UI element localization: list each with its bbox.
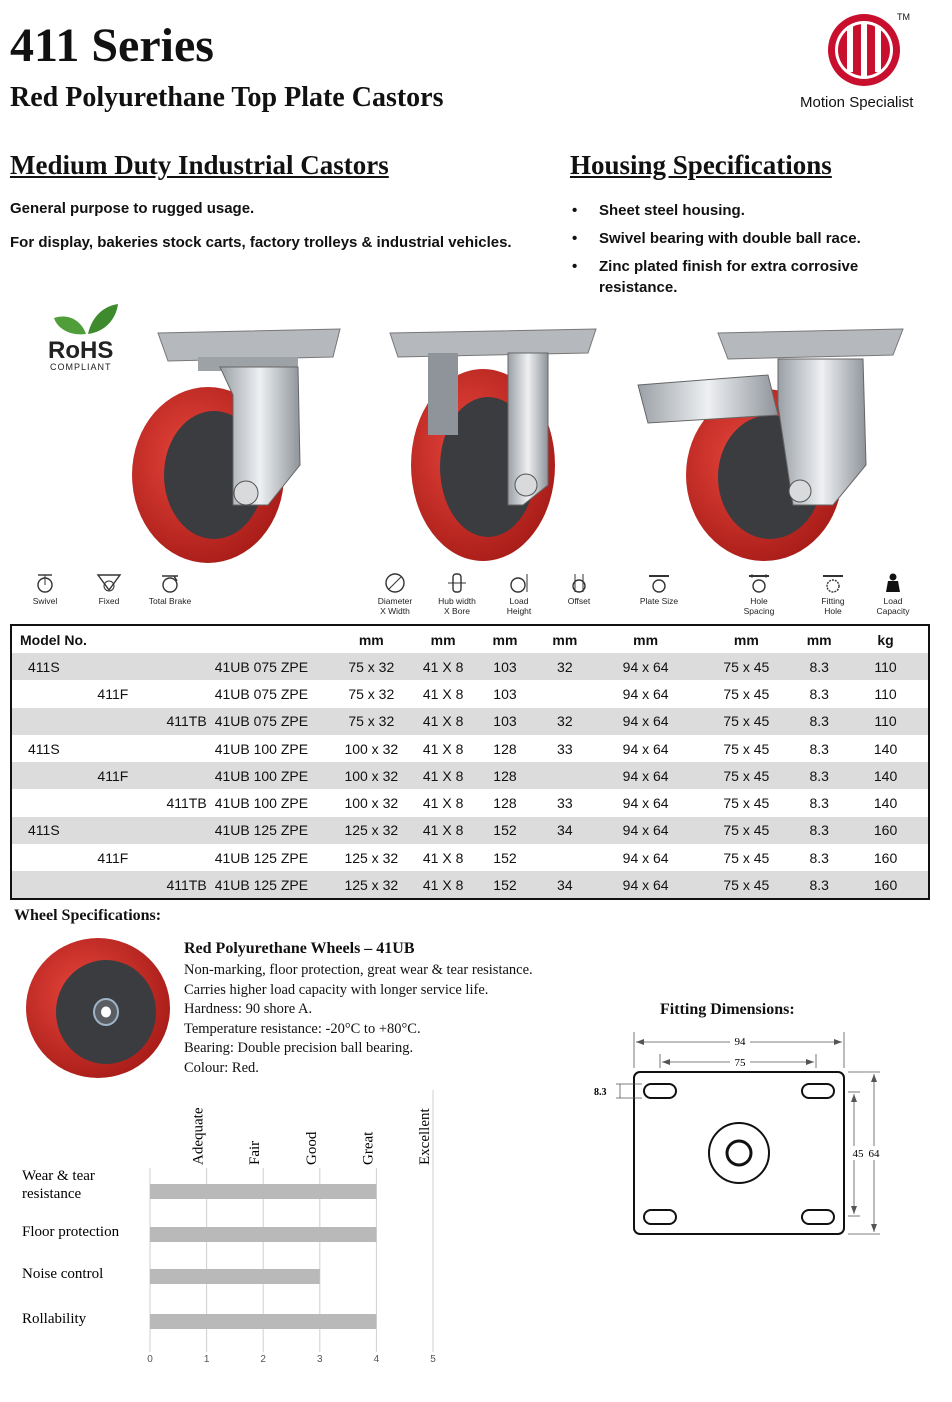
table-cell: 32 bbox=[536, 653, 594, 680]
table-cell bbox=[149, 680, 211, 707]
wheel-name: Red Polyurethane Wheels – 41UB bbox=[184, 940, 415, 957]
hub-icon bbox=[446, 572, 468, 594]
table-cell: 34 bbox=[536, 817, 594, 844]
table-cell: 125 x 32 bbox=[330, 817, 412, 844]
table-cell: 75 x 45 bbox=[723, 685, 770, 702]
total-brake-castor-image bbox=[638, 329, 903, 561]
rating-bar bbox=[150, 1269, 320, 1284]
housing-item: • Zinc plated finish for extra corrosive resistance. bbox=[572, 256, 902, 298]
rating-bar bbox=[150, 1227, 376, 1242]
table-cell: 75 x 32 bbox=[348, 685, 395, 702]
table-cell: 41 X 8 bbox=[422, 849, 464, 866]
table-cell: 41UB 075 ZPE bbox=[211, 653, 331, 680]
logo-tagline: Motion Specialist bbox=[800, 94, 914, 111]
swivel-castor-image bbox=[132, 329, 340, 563]
table-cell: 94 x 64 bbox=[622, 849, 669, 866]
wheel-image bbox=[22, 934, 174, 1082]
table-cell: 33 bbox=[557, 740, 573, 757]
rating-item-label: Rollability bbox=[22, 1311, 87, 1327]
rating-axis-tick: 5 bbox=[430, 1354, 436, 1365]
swivel-icon bbox=[34, 572, 56, 594]
table-cell: 41UB 125 ZPE bbox=[211, 871, 331, 898]
model-header: Model No. bbox=[20, 631, 87, 648]
rohs-compliant: COMPLIANT bbox=[50, 362, 112, 372]
medium-duty-line-2: For display, bakeries stock carts, factory trolleys & industrial vehicles. bbox=[10, 234, 512, 251]
table-row bbox=[11, 844, 929, 871]
load-height-symbol: Load Height bbox=[500, 572, 538, 616]
castor-images bbox=[128, 315, 918, 565]
table-cell bbox=[77, 817, 149, 844]
table-cell: 8.3 bbox=[809, 685, 829, 702]
table-cell: 140 bbox=[873, 740, 898, 757]
table-cell: 125 x 32 bbox=[330, 871, 412, 898]
table-cell: 411TB bbox=[149, 871, 211, 898]
hole-spacing-symbol: Hole Spacing bbox=[738, 572, 780, 616]
table-cell: 152 bbox=[474, 871, 536, 898]
table-cell: 125 x 32 bbox=[344, 849, 399, 866]
table-cell: 411TB bbox=[149, 708, 211, 735]
table-cell: 140 bbox=[873, 795, 898, 812]
table-row bbox=[11, 653, 929, 680]
table-cell: 100 x 32 bbox=[344, 795, 399, 812]
wheel-spec-heading: Wheel Specifications: bbox=[14, 907, 162, 924]
table-cell bbox=[11, 844, 77, 871]
table-cell: 103 bbox=[474, 708, 536, 735]
weight-icon bbox=[882, 572, 904, 594]
rating-level-label: Excellent bbox=[417, 1108, 433, 1165]
table-cell: 160 bbox=[873, 849, 898, 866]
table-cell: 32 bbox=[536, 708, 594, 735]
table-cell: 94 x 64 bbox=[594, 871, 698, 898]
table-cell bbox=[11, 708, 77, 735]
table-cell: 75 x 45 bbox=[697, 817, 795, 844]
diameter-symbol: Diameter X Width bbox=[374, 572, 416, 616]
dim-height-outer: 64 bbox=[868, 1148, 880, 1160]
table-cell bbox=[149, 844, 211, 871]
table-cell: 103 bbox=[493, 685, 517, 702]
table-cell: 411TB bbox=[166, 795, 207, 812]
rating-bar bbox=[150, 1184, 376, 1199]
table-cell: 94 x 64 bbox=[594, 708, 698, 735]
table-cell: 8.3 bbox=[809, 740, 829, 757]
page-subtitle: Red Polyurethane Top Plate Castors bbox=[10, 82, 444, 113]
rating-axis-tick: 0 bbox=[147, 1354, 153, 1365]
fixed-icon bbox=[96, 572, 122, 594]
rating-axis-tick: 1 bbox=[203, 1354, 210, 1365]
table-cell: 103 bbox=[474, 653, 536, 680]
table-cell: 128 bbox=[474, 762, 536, 789]
table-cell: 94 x 64 bbox=[622, 740, 669, 757]
offset-icon bbox=[568, 572, 590, 594]
table-header-row bbox=[11, 625, 929, 653]
wheel-spec-line: Colour: Red. bbox=[184, 1059, 259, 1076]
table-cell: 75 x 45 bbox=[723, 849, 770, 866]
rating-item-label: Floor protection bbox=[22, 1224, 120, 1240]
table-cell: 110 bbox=[874, 685, 897, 702]
fitting-hole-icon bbox=[821, 572, 845, 594]
table-cell bbox=[536, 762, 594, 789]
table-cell: 411S bbox=[28, 740, 60, 757]
table-cell bbox=[77, 735, 149, 762]
table-cell: 75 x 45 bbox=[697, 653, 795, 680]
table-cell: 41 X 8 bbox=[412, 817, 474, 844]
unit-header: mm bbox=[633, 631, 659, 648]
unit-header: mm bbox=[552, 631, 578, 648]
table-cell bbox=[77, 871, 149, 898]
dim-height-inner: 45 bbox=[852, 1148, 864, 1160]
housing-item: • Sheet steel housing. bbox=[572, 200, 902, 221]
table-cell: 8.3 bbox=[795, 871, 843, 898]
dim-hole: 8.3 bbox=[594, 1087, 607, 1098]
table-cell: 160 bbox=[843, 871, 929, 898]
unit-header: mm bbox=[492, 631, 518, 648]
table-row bbox=[11, 871, 929, 898]
offset-symbol: Offset bbox=[562, 572, 596, 606]
table-cell: 94 x 64 bbox=[594, 653, 698, 680]
table-cell: 152 bbox=[474, 817, 536, 844]
load-height-icon bbox=[508, 572, 530, 594]
table-body bbox=[11, 653, 929, 899]
rating-axis-tick: 4 bbox=[373, 1354, 380, 1365]
table-cell: 41UB 100 ZPE bbox=[214, 795, 309, 812]
table-cell: 75 x 45 bbox=[697, 708, 795, 735]
table-cell: 152 bbox=[493, 849, 517, 866]
table-cell bbox=[536, 844, 594, 871]
page-title: 411 Series bbox=[10, 19, 214, 72]
medium-duty-heading: Medium Duty Industrial Castors bbox=[10, 150, 389, 180]
table-cell: 411S bbox=[11, 653, 77, 680]
table-cell bbox=[149, 735, 211, 762]
table-cell: 41UB 075 ZPE bbox=[214, 685, 309, 702]
table-cell: 160 bbox=[843, 817, 929, 844]
table-cell: 411F bbox=[77, 762, 149, 789]
table-row bbox=[11, 817, 929, 844]
table-cell: 8.3 bbox=[795, 708, 843, 735]
unit-header: mm bbox=[358, 631, 384, 648]
table-cell: 110 bbox=[843, 653, 929, 680]
table-cell: 110 bbox=[843, 708, 929, 735]
table-cell: 75 x 45 bbox=[723, 740, 770, 757]
table-row bbox=[11, 735, 929, 762]
table-cell: 128 bbox=[493, 740, 517, 757]
unit-header: kg bbox=[877, 631, 894, 648]
table-cell bbox=[11, 871, 77, 898]
fitting-diagram bbox=[590, 1028, 910, 1243]
total-brake-icon bbox=[159, 572, 181, 594]
rating-axis-tick: 3 bbox=[317, 1354, 323, 1365]
unit-header: mm bbox=[806, 631, 832, 648]
table-cell: 41 X 8 bbox=[422, 685, 464, 702]
table-cell: 94 x 64 bbox=[594, 817, 698, 844]
table-cell bbox=[149, 762, 211, 789]
table-cell: 41 X 8 bbox=[412, 653, 474, 680]
table-cell bbox=[77, 653, 149, 680]
table-cell: 411F bbox=[97, 849, 129, 866]
table-cell: 41 X 8 bbox=[422, 795, 464, 812]
rating-level-label: Great bbox=[360, 1131, 377, 1165]
table-cell: 41 X 8 bbox=[412, 708, 474, 735]
wheel-spec-line: Non-marking, floor protection, great wear & tear resistance. bbox=[184, 962, 533, 978]
table-cell: 75 x 32 bbox=[330, 653, 412, 680]
table-cell: 128 bbox=[493, 795, 517, 812]
unit-header: mm bbox=[430, 631, 456, 648]
table-cell: 100 x 32 bbox=[344, 740, 399, 757]
fitting-hole-symbol: Fitting Hole bbox=[816, 572, 850, 616]
table-cell: 41UB 100 ZPE bbox=[214, 740, 309, 757]
table-row bbox=[11, 762, 929, 789]
table-cell bbox=[149, 653, 211, 680]
table-cell: 34 bbox=[536, 871, 594, 898]
table-cell bbox=[11, 762, 77, 789]
table-row bbox=[11, 708, 929, 735]
rating-item-label: Noise control bbox=[22, 1266, 104, 1282]
table-cell: 75 x 45 bbox=[697, 871, 795, 898]
fitting-heading: Fitting Dimensions: bbox=[660, 1001, 795, 1018]
hub-symbol: Hub width X Bore bbox=[434, 572, 480, 616]
table-cell: 100 x 32 bbox=[330, 762, 412, 789]
table-cell: 94 x 64 bbox=[622, 685, 669, 702]
housing-heading: Housing Specifications bbox=[570, 150, 832, 180]
fixed-symbol: Fixed bbox=[92, 572, 126, 606]
table-cell: 8.3 bbox=[795, 762, 843, 789]
table-cell: 8.3 bbox=[809, 849, 829, 866]
plate-size-symbol: Plate Size bbox=[636, 572, 682, 606]
table-cell bbox=[77, 789, 149, 816]
load-capacity-symbol: Load Capacity bbox=[872, 572, 914, 616]
plate-size-icon bbox=[647, 572, 671, 594]
housing-list bbox=[572, 200, 902, 305]
spec-table bbox=[10, 624, 930, 900]
wheel-spec-lines bbox=[184, 961, 533, 1078]
rating-level-label: Good bbox=[303, 1131, 320, 1165]
housing-item: • Swivel bearing with double ball race. bbox=[572, 228, 902, 249]
fixed-castor-image bbox=[390, 329, 596, 561]
table-cell: 41UB 125 ZPE bbox=[211, 817, 331, 844]
table-cell: 41 X 8 bbox=[412, 871, 474, 898]
table-cell: 8.3 bbox=[795, 653, 843, 680]
table-cell bbox=[11, 789, 77, 816]
rohs-badge bbox=[46, 300, 126, 380]
table-cell bbox=[11, 680, 77, 707]
table-cell: 41 X 8 bbox=[412, 762, 474, 789]
rating-axis-tick: 2 bbox=[260, 1354, 266, 1365]
table-cell: 41UB 125 ZPE bbox=[214, 849, 309, 866]
table-cell: 140 bbox=[843, 762, 929, 789]
rating-chart bbox=[0, 1090, 500, 1390]
table-cell bbox=[77, 708, 149, 735]
diameter-icon bbox=[384, 572, 406, 594]
table-cell: 75 x 45 bbox=[697, 762, 795, 789]
table-cell: 411S bbox=[11, 817, 77, 844]
swivel-symbol: Swivel bbox=[30, 572, 60, 606]
table-cell: 41 X 8 bbox=[422, 740, 464, 757]
table-cell: 94 x 64 bbox=[622, 795, 669, 812]
unit-header: mm bbox=[733, 631, 759, 648]
medium-duty-line-1: General purpose to rugged usage. bbox=[10, 200, 255, 217]
rating-level-label: Fair bbox=[247, 1140, 264, 1165]
table-cell: 411F bbox=[97, 685, 129, 702]
table-row bbox=[11, 789, 929, 816]
wheel-spec-line: Temperature resistance: -20°C to +80°C. bbox=[184, 1020, 421, 1037]
table-cell bbox=[149, 817, 211, 844]
table-cell: 94 x 64 bbox=[594, 762, 698, 789]
table-row bbox=[11, 680, 929, 707]
table-cell: 8.3 bbox=[809, 795, 829, 812]
total-brake-symbol: Total Brake bbox=[146, 572, 194, 606]
table-cell: 75 x 32 bbox=[330, 708, 412, 735]
logo-tm: TM bbox=[897, 12, 910, 22]
wheel-spec-line: Hardness: 90 shore A. bbox=[184, 1001, 313, 1017]
table-cell: 8.3 bbox=[795, 817, 843, 844]
dim-width-inner: 75 bbox=[734, 1057, 746, 1069]
table-cell: 33 bbox=[557, 795, 573, 812]
dim-width-outer: 94 bbox=[734, 1036, 746, 1048]
hole-spacing-icon bbox=[747, 572, 771, 594]
table-cell: 75 x 45 bbox=[723, 795, 770, 812]
wheel-spec-line: Bearing: Double precision ball bearing. bbox=[184, 1040, 414, 1056]
table-cell bbox=[536, 680, 594, 707]
table-cell: 41UB 075 ZPE bbox=[211, 708, 331, 735]
wheel-spec-line: Carries higher load capacity with longer service life. bbox=[184, 981, 489, 998]
rohs-text: RoHS bbox=[48, 337, 114, 364]
table-cell: 41UB 100 ZPE bbox=[211, 762, 331, 789]
rating-item-label: Wear & tear bbox=[22, 1168, 95, 1184]
rating-level-label: Adequate bbox=[190, 1107, 207, 1165]
rating-bar bbox=[150, 1314, 376, 1329]
rating-item-label: resistance bbox=[22, 1186, 82, 1202]
